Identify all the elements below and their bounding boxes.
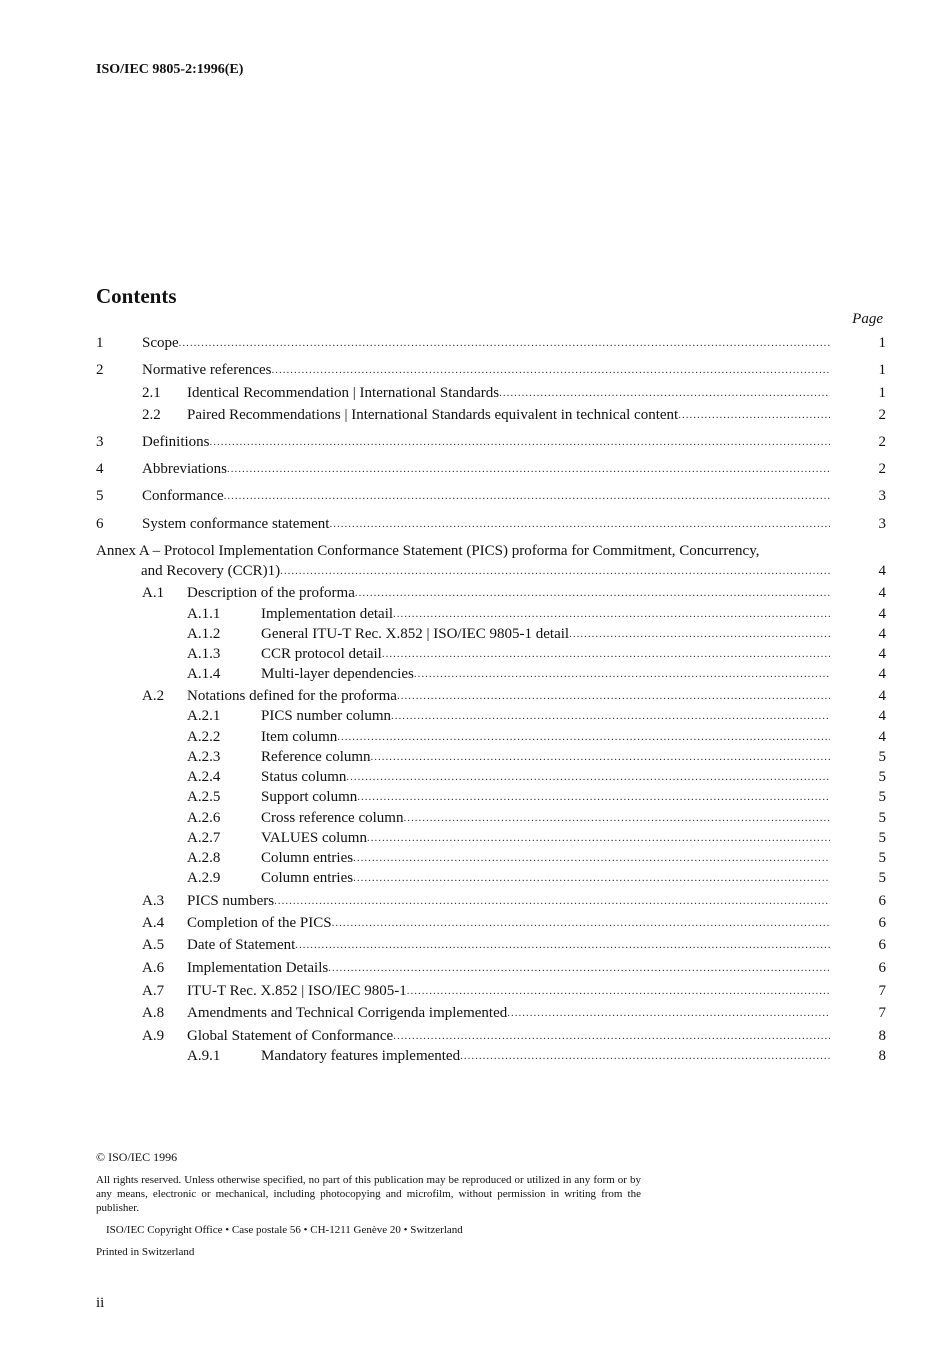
toc-entry-page: 1 <box>878 362 886 378</box>
toc-entry <box>96 333 886 353</box>
toc-entry <box>96 486 886 506</box>
toc-entry-title <box>142 432 830 452</box>
toc-entry-number: 3 <box>96 434 104 450</box>
toc-entry-label: General ITU-T Rec. X.852 | ISO/IEC 9805-1 detail <box>261 626 570 642</box>
dot-leader <box>407 981 830 1001</box>
toc-entry-label: ITU-T Rec. X.852 | ISO/IEC 9805-1 <box>187 983 407 999</box>
toc-entry-page: 4 <box>878 729 886 745</box>
toc-entry-label: Description of the proforma <box>187 585 355 601</box>
dot-leader <box>499 383 830 403</box>
toc-entry <box>96 1046 886 1066</box>
dot-leader <box>332 913 830 933</box>
toc-entry-page: 5 <box>878 830 886 846</box>
toc-entry-label: Scope <box>142 335 179 351</box>
dot-leader <box>391 706 830 726</box>
toc-entry <box>96 360 886 380</box>
toc-entry-page: 4 <box>878 606 886 622</box>
toc-entry-title <box>142 486 830 506</box>
dot-leader <box>179 333 830 353</box>
dot-leader <box>414 664 830 684</box>
dot-leader <box>280 561 830 581</box>
toc-entry <box>96 514 886 534</box>
dot-leader <box>403 808 830 828</box>
toc-entry-page: 5 <box>878 789 886 805</box>
toc-entry <box>96 1003 886 1023</box>
toc-entry-number: 6 <box>96 516 104 532</box>
toc-entry-number: 2.2 <box>142 407 161 423</box>
toc-entry-number: A.2.3 <box>187 749 221 765</box>
toc-entry-number: A.2.8 <box>187 850 221 866</box>
toc-entry <box>96 383 886 403</box>
toc-entry <box>96 787 886 807</box>
toc-entry-page: 4 <box>878 666 886 682</box>
toc-entry-label: Amendments and Technical Corrigenda implemented <box>187 1005 508 1021</box>
toc-entry-title <box>187 686 830 706</box>
toc-entry-page: 8 <box>878 1028 886 1044</box>
toc-entry-label: System conformance statement <box>142 516 330 532</box>
toc-entry <box>96 727 886 747</box>
dot-leader <box>397 686 830 706</box>
dot-leader <box>367 828 830 848</box>
toc-entry-title <box>261 808 830 828</box>
toc-entry-page: 7 <box>878 1005 886 1021</box>
toc-entry-page: 3 <box>878 516 886 532</box>
toc-entry <box>96 583 886 603</box>
toc-entry-label: Date of Statement <box>187 937 296 953</box>
toc-entry-number: 2 <box>96 362 104 378</box>
dot-leader <box>346 767 830 787</box>
toc-entry-label: and Recovery (CCR)1) <box>141 563 281 579</box>
page-number: ii <box>96 1295 105 1311</box>
toc-entry-page: 4 <box>878 626 886 642</box>
toc-entry-page: 5 <box>878 769 886 785</box>
dot-leader <box>353 848 830 868</box>
toc-entry <box>96 747 886 767</box>
toc-entry-title <box>261 727 830 747</box>
toc-entry-page: 2 <box>878 461 886 477</box>
toc-entry-label: Definitions <box>142 434 210 450</box>
contents-title: Contents <box>96 284 177 308</box>
toc-entry-number: A.1.2 <box>187 626 221 642</box>
toc-entry <box>96 913 886 933</box>
toc-entry-title <box>261 664 830 684</box>
toc-entry-title <box>261 848 830 868</box>
toc-entry-label: Identical Recommendation | International Standards <box>187 385 500 401</box>
dot-leader <box>569 624 830 644</box>
toc-entry-page: 6 <box>878 893 886 909</box>
toc-entry-label: Column entries <box>261 850 354 866</box>
toc-entry-title <box>261 604 830 624</box>
dot-leader <box>357 787 830 807</box>
toc-entry-page: 5 <box>878 850 886 866</box>
toc-entry-label: PICS number column <box>261 708 391 724</box>
toc-entry-number: A.9 <box>142 1028 165 1044</box>
toc-entry-page: 6 <box>878 915 886 931</box>
toc-entry-number: 1 <box>96 335 104 351</box>
toc-entry-label: Multi-layer dependencies <box>261 666 414 682</box>
toc-entry-label: Completion of the PICS <box>187 915 332 931</box>
toc-entry <box>96 848 886 868</box>
toc-entry <box>96 935 886 955</box>
toc-entry <box>96 891 886 911</box>
toc-entry-number: A.2.2 <box>187 729 221 745</box>
toc-entry-label: Mandatory features implemented <box>261 1048 461 1064</box>
toc-entry-page: 1 <box>878 385 886 401</box>
toc-entry-page: 4 <box>878 563 886 579</box>
toc-entry-title <box>261 747 830 767</box>
toc-entry-title <box>261 624 830 644</box>
toc-entry-number: A.2.9 <box>187 870 221 886</box>
toc-entry-page: 6 <box>878 960 886 976</box>
toc-entry-title <box>261 828 830 848</box>
toc-entry-label: CCR protocol detail <box>261 646 382 662</box>
toc-entry-number: A.5 <box>142 937 165 953</box>
toc-entry-number: A.2.6 <box>187 810 221 826</box>
toc-entry <box>96 868 886 888</box>
toc-entry-number: 2.1 <box>142 385 161 401</box>
toc-entry-title <box>141 561 830 581</box>
toc-entry-title <box>142 360 830 380</box>
toc-entry <box>96 405 886 425</box>
toc-entry-page: 4 <box>878 688 886 704</box>
toc-entry-label: Status column <box>261 769 347 785</box>
toc-entry-title <box>187 981 830 1001</box>
dot-leader <box>460 1046 830 1066</box>
toc-entry-number: A.2 <box>142 688 165 704</box>
dot-leader <box>393 604 830 624</box>
toc-entry-page: 3 <box>878 488 886 504</box>
toc-entry-title <box>187 383 830 403</box>
toc-entry <box>96 828 886 848</box>
dot-leader <box>355 583 830 603</box>
toc-entry-page: 5 <box>878 749 886 765</box>
copyright-notice: © ISO/IEC 1996 <box>96 1150 178 1164</box>
toc-entry-label: Implementation detail <box>261 606 394 622</box>
toc-entry <box>96 459 886 479</box>
toc-entry-title <box>261 1046 830 1066</box>
toc-entry-label: Abbreviations <box>142 461 227 477</box>
toc-entry-number: A.3 <box>142 893 165 909</box>
toc-entry-title <box>142 333 830 353</box>
printed-in: Printed in Switzerland <box>96 1246 195 1258</box>
toc-entry-number: A.6 <box>142 960 165 976</box>
dot-leader <box>272 360 830 380</box>
toc-entry-label: Column entries <box>261 870 354 886</box>
toc-entry <box>96 644 886 664</box>
dot-leader <box>393 1026 830 1046</box>
toc-entry-number: 4 <box>96 461 104 477</box>
toc-entry-title <box>261 644 830 664</box>
dot-leader <box>295 935 830 955</box>
dot-leader <box>382 644 830 664</box>
toc-entry-number: A.7 <box>142 983 165 999</box>
dot-leader <box>337 727 830 747</box>
rights-statement: All rights reserved. Unless otherwise specified, no part of this publication may be reproduced or utilized in any form or by any means, electronic or mechanical, including photocopying and microfilm, without permission in writing from the publisher. <box>96 1174 641 1214</box>
copyright-office-address: ISO/IEC Copyright Office • Case postale 56 • CH-1211 Genève 20 • Switzerland <box>106 1224 463 1236</box>
toc-entry-number: A.9.1 <box>187 1048 221 1064</box>
toc-entry-label: Notations defined for the proforma <box>187 688 397 704</box>
toc-entry-page: 4 <box>878 708 886 724</box>
toc-entry-page: 8 <box>878 1048 886 1064</box>
toc-entry-number: A.1.4 <box>187 666 221 682</box>
toc-entry-title <box>187 405 830 425</box>
dot-leader <box>210 432 831 452</box>
toc-entry-page: 1 <box>878 335 886 351</box>
toc-entry-title <box>142 459 830 479</box>
toc-entry-page: 4 <box>878 646 886 662</box>
dot-leader <box>227 459 830 479</box>
toc-entry <box>96 808 886 828</box>
dot-leader <box>274 891 830 911</box>
toc-entry-title <box>187 935 830 955</box>
toc-entry-label: Cross reference column <box>261 810 404 826</box>
toc-entry <box>96 686 886 706</box>
dot-leader <box>353 868 830 888</box>
toc-entry <box>96 958 886 978</box>
page-column-label: Page <box>852 311 883 327</box>
toc-entry-number: A.1.1 <box>187 606 221 622</box>
toc-entry-title <box>187 891 830 911</box>
toc-entry-number: A.2.1 <box>187 708 221 724</box>
toc-entry <box>96 981 886 1001</box>
toc-entry-title <box>261 787 830 807</box>
toc-entry-title <box>261 706 830 726</box>
dot-leader <box>371 747 830 767</box>
toc-entry-title <box>187 1003 830 1023</box>
dot-leader <box>507 1003 830 1023</box>
toc-entry <box>96 767 886 787</box>
toc-entry-label: PICS numbers <box>187 893 275 909</box>
dot-leader <box>224 486 830 506</box>
toc-entry-label: Conformance <box>142 488 224 504</box>
toc-entry-label: Reference column <box>261 749 371 765</box>
toc-entry-title <box>142 514 830 534</box>
toc-entry-number: A.2.4 <box>187 769 221 785</box>
dot-leader <box>328 958 830 978</box>
toc-entry-page: 7 <box>878 983 886 999</box>
toc-entry-label: Normative references <box>142 362 272 378</box>
toc-entry-title <box>187 913 830 933</box>
toc-entry <box>96 1026 886 1046</box>
toc-entry-label: Implementation Details <box>187 960 329 976</box>
toc-entry-page: 4 <box>878 585 886 601</box>
toc-entry <box>96 664 886 684</box>
toc-entry <box>96 706 886 726</box>
dot-leader <box>678 405 830 425</box>
toc-entry <box>96 561 886 581</box>
toc-entry-title <box>187 583 830 603</box>
toc-entry-title <box>187 1026 830 1046</box>
toc-entry-page: 2 <box>878 434 886 450</box>
annex-heading: Annex A – Protocol Implementation Conformance Statement (PICS) proforma for Commitment, Concurrency, <box>96 543 760 559</box>
toc-entry <box>96 604 886 624</box>
dot-leader <box>329 514 830 534</box>
toc-entry-label: VALUES column <box>261 830 367 846</box>
toc-entry-title <box>261 868 830 888</box>
toc-entry-label: Item column <box>261 729 338 745</box>
toc-entry-title <box>261 767 830 787</box>
toc-entry-page: 2 <box>878 407 886 423</box>
document-header: ISO/IEC 9805-2:1996(E) <box>96 62 244 77</box>
toc-entry-label: Support column <box>261 789 358 805</box>
toc-entry-page: 6 <box>878 937 886 953</box>
toc-entry <box>96 624 886 644</box>
toc-entry-number: 5 <box>96 488 104 504</box>
toc-entry-number: A.2.7 <box>187 830 221 846</box>
toc-entry <box>96 432 886 452</box>
toc-entry-title <box>187 958 830 978</box>
toc-entry-page: 5 <box>878 870 886 886</box>
toc-entry-label: Global Statement of Conformance <box>187 1028 394 1044</box>
toc-entry-number: A.1 <box>142 585 165 601</box>
toc-entry-page: 5 <box>878 810 886 826</box>
toc-entry-number: A.2.5 <box>187 789 221 805</box>
toc-entry-number: A.1.3 <box>187 646 221 662</box>
toc-entry-number: A.4 <box>142 915 165 931</box>
toc-entry-label: Paired Recommendations | International Standards equivalent in technical content <box>187 407 679 423</box>
toc-entry-number: A.8 <box>142 1005 165 1021</box>
